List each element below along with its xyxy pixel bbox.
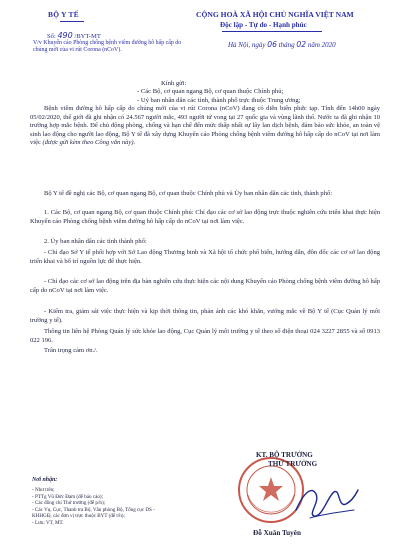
handwritten-signature (290, 474, 362, 526)
nation-title: CỘNG HOÀ XÃ HỘI CHỦ NGHĨA VIỆT NAM (196, 10, 354, 19)
date-month-label: tháng (278, 41, 295, 49)
recipient-item: - Lưu: VT, MT. (32, 519, 64, 526)
doc-number-handwritten: 490 (57, 31, 73, 40)
recipients-title: Nơi nhận: (32, 477, 58, 483)
document-subject: V/v Khuyến cáo Phòng chống bệnh viêm đường hô hấp cấp do chủng mới của vi rút Corona (nCoV). (33, 40, 182, 54)
greeting-block (137, 80, 397, 105)
date-year: năm 2020 (307, 41, 336, 49)
date-day: 06 (267, 40, 277, 49)
greeting-recipient-1: - Các Bộ, cơ quan ngang Bộ, cơ quan thuộc Chính phủ; (137, 88, 284, 96)
ministry-underline (60, 21, 84, 22)
body-paragraph-1-text: Bệnh viêm đường hô hấp cấp do chủng mới của vi rút Corona (nCoV) đang có diễn biến phức tạp. Tính đến 14h00 ngày 05/02/2020, thế giới đã ghi nhận có 24.567 người mắc, 493 người tử vong tại 27 quốc gia và vùng lãnh thổ. Nước ta đã ghi nhận 10 trường hợp mắc bệnh. Để chủ động phòng, chống và hạn chế đến mức thấp nhất sự lây lan dịch bệnh, đảm bảo sức khỏe, an toàn vệ sinh lao động cho người lao động, Bộ Y tế đã xây dựng Khuyến cáo Phòng chống bệnh viêm đường hô hấp cấp do nCoV tại nơi làm việc (30, 105, 380, 146)
body-paragraph-1 (30, 105, 380, 148)
body-paragraph-1-note: (được gửi kèm theo Công văn này). (42, 139, 136, 146)
greeting-recipient-2: - Uỷ ban nhân dân các tỉnh, thành phố trực thuộc Trung ương; (137, 96, 301, 104)
body-paragraph-2: Bộ Y tế đề nghị các Bộ, cơ quan ngang Bộ, cơ quan thuộc Chính phủ và Ủy ban nhân dân các tỉnh, thành phố: (44, 190, 333, 197)
recipient-item: - Các Vụ, Cục, Thanh tra Bộ, Văn phòng Bộ, Tổng cục DS - KHHGĐ, các đơn vị trực thuộc BYT (để t/h); (32, 506, 155, 520)
ministry-name: BỘ Y TẾ (48, 10, 79, 19)
body-paragraph-7: - Kiểm tra, giám sát việc thực hiện và kịp thời thông tin, phản ánh các khó khăn, vướng mắc về Bộ Y tế (Cục Quản lý môi trường y tế). (30, 308, 380, 324)
date-month: 02 (296, 40, 307, 49)
body-paragraph-4: 2. Ủy ban nhân dân các tỉnh thành phố: (44, 238, 147, 245)
body-paragraph-6: - Chỉ đạo các cơ sở lao động trên địa bàn nghiên cứu thực hiện các nội dung Khuyến cáo Phòng chống bệnh viêm đường hô hấp cấp do nCoV tại nơi làm việc. (30, 278, 380, 294)
date-prefix: Hà Nội, ngày (228, 41, 266, 49)
body-paragraph-9: Trân trọng cảm ơn./. (44, 347, 98, 354)
document-number (47, 31, 101, 40)
signature-subtitle: THỨ TRƯỞNG (268, 460, 318, 468)
body-paragraph-3: 1. Các Bộ, cơ quan ngang Bộ, cơ quan thuộc Chính phủ: Chỉ đạo các cơ sở lao động trực thuộc nghiên cứu triển khai thực hiện Khuyến cáo Phòng chống bệnh viêm đường hô hấp cấp do nCoV tại nơi làm việc. (30, 209, 380, 225)
body-paragraph-5: - Chỉ đạo Sở Y tế phối hợp với Sở Lao động Thương binh và Xã hội tổ chức phổ biến, hướng dẫn, đôn đốc các cơ sở lao động triển khai và bố trí nguồn lực để thực hiện. (30, 249, 380, 265)
doc-number-suffix: /BYT-MT (74, 33, 101, 40)
body-paragraph-8: Thông tin liên hệ Phòng Quản lý sức khỏe lao động, Cục Quản lý môi trường y tế theo số điện thoại 024 3227 2855 và số 0913 022 196. (30, 328, 380, 344)
recipient-item: - PTTg Vũ Đức Đam (để báo cáo); (32, 493, 103, 500)
motto-underline (222, 31, 322, 32)
recipient-item: - Các đồng chí Thứ trưởng (để p/h); (32, 500, 106, 507)
recipients-list (32, 487, 174, 527)
greeting-label: Kính gửi: (161, 80, 187, 87)
recipient-item: - Như trên; (32, 487, 55, 493)
doc-number-prefix: Số: (47, 33, 56, 40)
signature-title: KT. BỘ TRƯỞNG (256, 451, 313, 459)
signer-name: Đỗ Xuân Tuyên (253, 529, 301, 537)
national-motto: Độc lập - Tự do - Hạnh phúc (220, 21, 307, 29)
dateline (228, 40, 336, 49)
